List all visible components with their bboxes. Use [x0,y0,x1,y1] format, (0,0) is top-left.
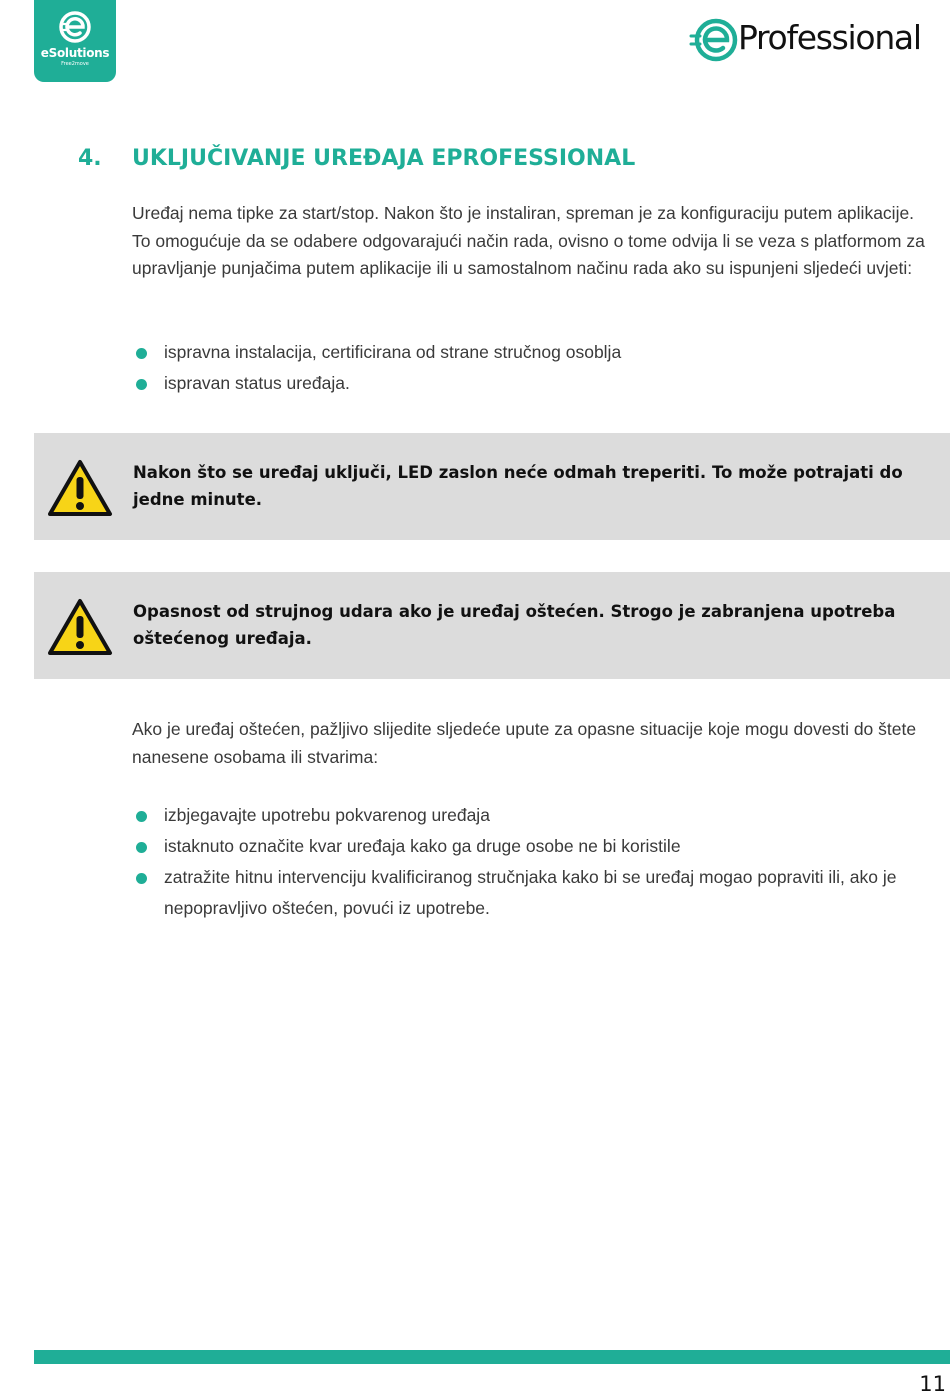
list-item [132,368,947,399]
warning-box [34,433,950,540]
eprofessional-logo [688,16,950,66]
list-item-text: ispravna instalacija, certificirana od strane stručnog osoblja [164,342,622,362]
esolutions-e-icon [58,10,92,44]
footer-bar [34,1350,950,1364]
bullet-icon [136,873,147,884]
section-number: 4. [78,146,102,171]
warning-icon [47,459,113,517]
esolutions-logo-sub: Free2move [61,61,89,67]
damage-steps-list [132,800,947,924]
section-heading [78,146,635,171]
list-item-text: izbjegavajte upotrebu pokvarenog uređaja [164,805,490,825]
list-item-text: istaknuto označite kvar uređaja kako ga druge osobe ne bi koristile [164,836,681,856]
list-item [132,800,947,831]
list-item-text: ispravan status uređaja. [164,373,350,393]
esolutions-logo-name: eSolutions [40,46,110,60]
warning-text: Opasnost od strujnog udara ako je uređaj oštećen. Strogo je zabranjena upotreba oštećenog uređaja. [133,602,896,648]
bullet-icon [136,811,147,822]
list-item [132,337,947,368]
conditions-list [132,337,947,399]
eprofessional-e-icon [688,16,742,64]
eprofessional-brand: Professional [738,18,921,57]
page-number: 11 [919,1372,946,1396]
section-title: UKLJUČIVANJE UREĐAJA EPROFESSIONAL [132,146,636,171]
damage-paragraph: Ako je uređaj oštećen, pažljivo slijedite sljedeće upute za opasne situacije koje mogu dovesti do štete nanesene osobama ili stvarima: [132,719,917,767]
intro-paragraph: Uređaj nema tipke za start/stop. Nakon što je instaliran, spreman je za konfiguraciju putem aplikacije. To omogućuje da se odabere odgovarajući način rada, ovisno o tome odvija li se veza s platformom za upravljanje punjačima putem aplikacije ili u samostalnom načinu rada ako su ispunjeni sljedeći uvjeti: [132,203,925,278]
warning-text: Nakon što se uređaj uključi, LED zaslon neće odmah treperiti. To može potrajati do jedne minute. [133,463,903,509]
list-item [132,831,947,862]
warning-icon [47,598,113,656]
list-item-text: zatražite hitnu intervenciju kvalificiranog stručnjaka kako bi se uređaj mogao popraviti ili, ako je nepopravljivo oštećen, povući iz upotrebe. [164,867,897,918]
bullet-icon [136,842,147,853]
warning-box [34,572,950,679]
esolutions-logo [34,0,116,82]
bullet-icon [136,348,147,359]
list-item [132,862,947,924]
bullet-icon [136,379,147,390]
